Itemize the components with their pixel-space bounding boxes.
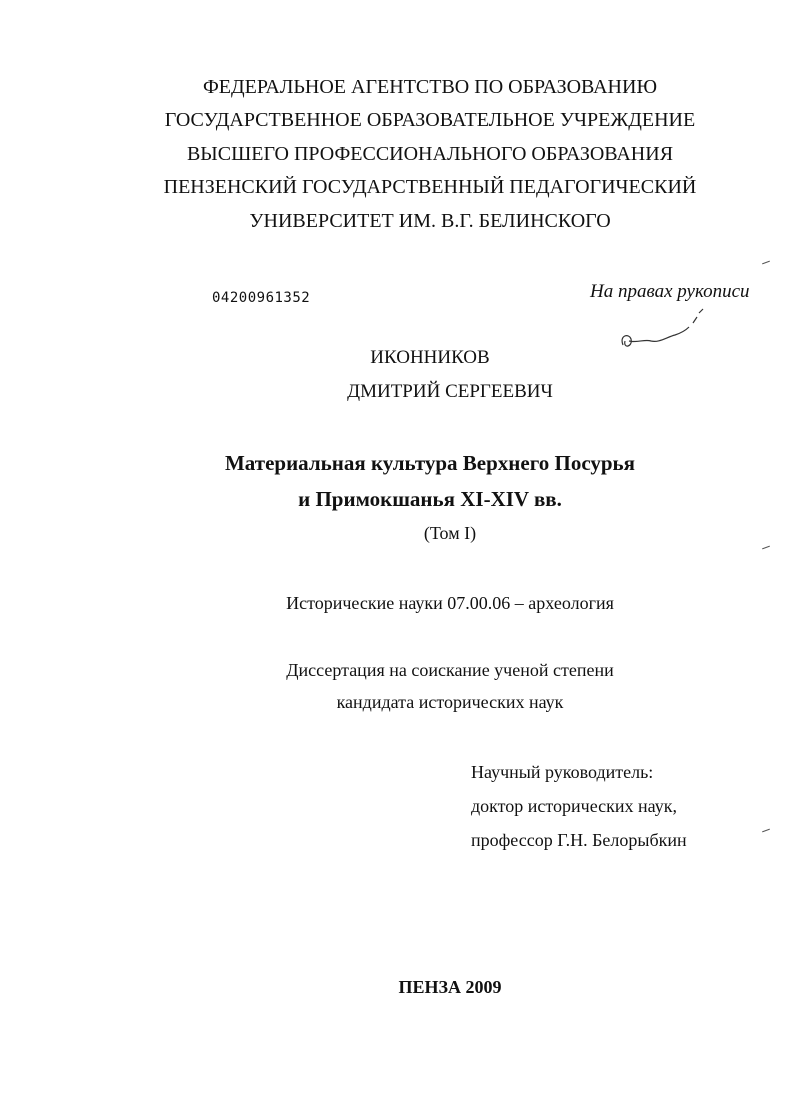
volume: (Том I)	[423, 523, 477, 543]
dissertation-title-line-2: и Примокшанья XI-XIV вв.	[298, 487, 562, 511]
degree-line-1: Диссертация на соискание ученой степени	[286, 660, 614, 680]
header-line-3: ВЫСШЕГО ПРОФЕССИОНАЛЬНОГО ОБРАЗОВАНИЯ	[186, 143, 674, 165]
supervisor-label: Научный руководитель:	[471, 762, 654, 782]
specialty: Исторические науки 07.00.06 – археология	[286, 593, 614, 613]
dissertation-title-line-1: Материальная культура Верхнего Посурья	[224, 451, 636, 475]
header-line-5: УНИВЕРСИТЕТ ИМ. В.Г. БЕЛИНСКОГО	[249, 210, 611, 232]
catalog-number: 04200961352	[212, 290, 311, 306]
rights-note: На правах рукописи	[590, 281, 750, 302]
author-surname: ИКОННИКОВ	[370, 347, 490, 368]
margin-mark	[762, 829, 770, 833]
degree-line-2: кандидата исторических наук	[336, 692, 564, 712]
supervisor-name: профессор Г.Н. Белорыбкин	[471, 830, 687, 850]
header-line-1: ФЕДЕРАЛЬНОЕ АГЕНТСТВО ПО ОБРАЗОВАНИЮ	[202, 76, 657, 98]
footer-city-year: ПЕНЗА 2009	[398, 977, 502, 997]
header-line-4: ПЕНЗЕНСКИЙ ГОСУДАРСТВЕННЫЙ ПЕДАГОГИЧЕСКИЙ	[163, 176, 697, 198]
margin-mark	[762, 261, 770, 265]
header-line-2: ГОСУДАРСТВЕННОЕ ОБРАЗОВАТЕЛЬНОЕ УЧРЕЖДЕНИЕ	[164, 109, 696, 131]
supervisor-degree: доктор исторических наук,	[471, 796, 677, 816]
margin-mark	[762, 546, 770, 550]
author-given-names: ДМИТРИЙ СЕРГЕЕВИЧ	[347, 381, 553, 402]
